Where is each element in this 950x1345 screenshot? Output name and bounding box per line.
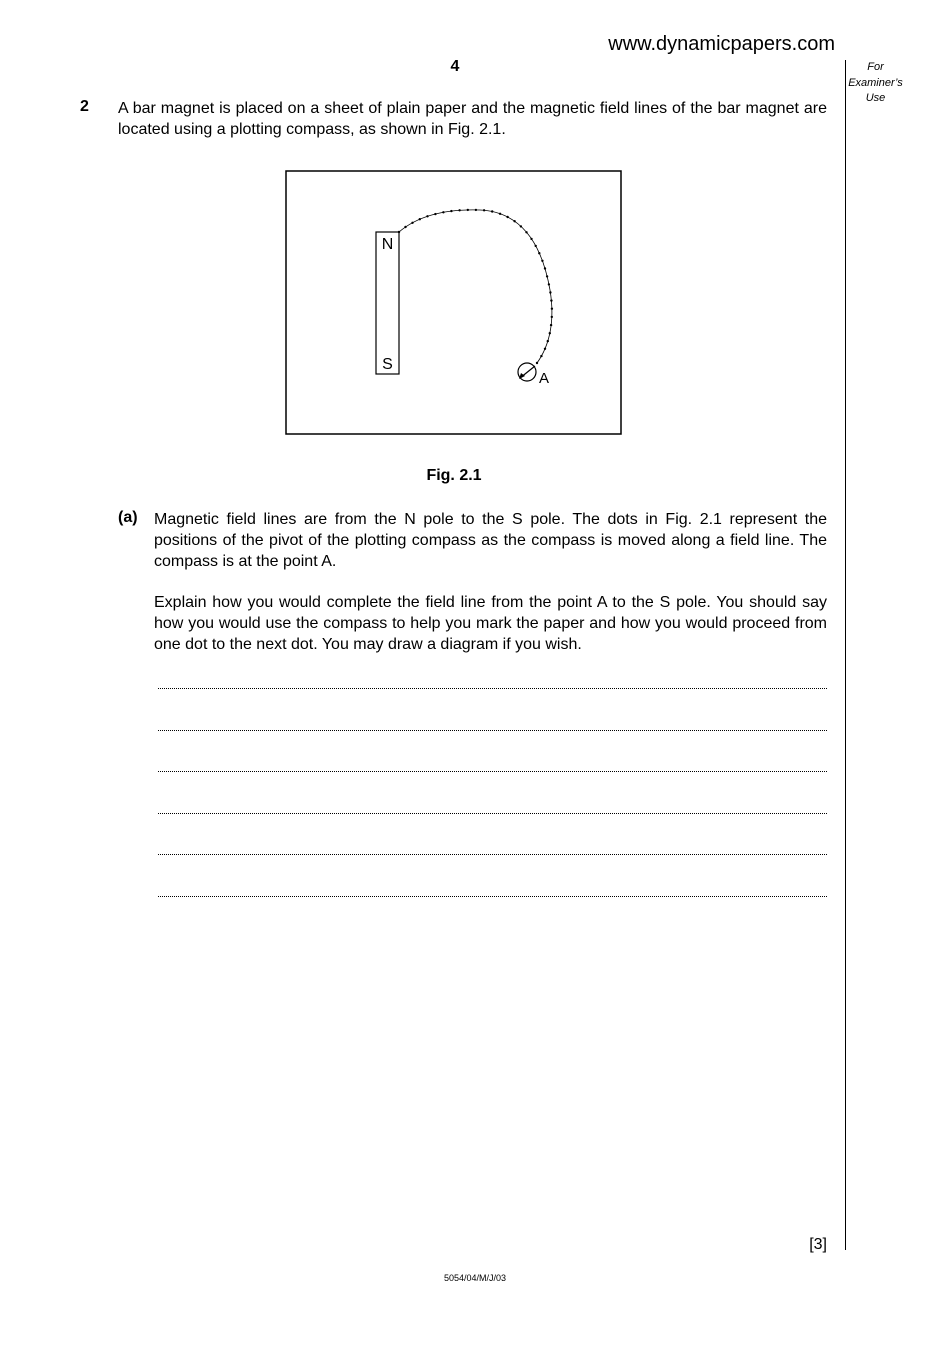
compass-dot <box>551 316 553 318</box>
compass-needle-arrow <box>519 373 525 379</box>
part-a-label: (a) <box>118 509 138 526</box>
page-number: 4 <box>450 58 460 75</box>
answer-line[interactable] <box>158 680 827 689</box>
answer-line[interactable] <box>158 855 827 897</box>
compass-dot <box>475 209 477 211</box>
compass-dot <box>419 218 421 220</box>
part-a-intro: Magnetic field lines are from the N pole to the S pole. The dots in Fig. 2.1 represent the positions of the pivot of the plotting compass as the compass is moved along a field line. The compass is at the point A. <box>154 511 827 570</box>
magnet-north-label: N <box>381 236 394 253</box>
answer-line[interactable] <box>158 731 827 773</box>
answer-area[interactable] <box>158 680 827 897</box>
compass-dot <box>544 348 546 350</box>
compass-dot <box>550 324 552 326</box>
field-line <box>399 210 552 363</box>
compass-dot <box>541 260 543 262</box>
compass-dot <box>548 283 550 285</box>
bar-magnet <box>376 232 399 374</box>
compass-dot <box>540 355 542 357</box>
plotting-compass <box>518 363 536 381</box>
compass-dot <box>506 216 508 218</box>
examiner-label-line-2: Examiner’s <box>848 76 903 89</box>
figure-caption: Fig. 2.1 <box>426 467 482 484</box>
compass-dot <box>546 275 548 277</box>
compass-dot <box>467 209 469 211</box>
figure-2-1 <box>285 170 623 436</box>
question-stem: A bar magnet is placed on a sheet of plain paper and the magnetic field lines of the bar magnet are located using a plotting compass, as shown in Fig. 2.1. <box>118 100 827 138</box>
compass-dot <box>550 299 552 301</box>
figure-border <box>286 171 621 434</box>
answer-line[interactable] <box>158 689 827 731</box>
examiner-label-line-3: Use <box>865 92 886 104</box>
compass-dot <box>491 210 493 212</box>
compass-dot <box>434 213 436 215</box>
point-a-label: A <box>539 370 550 387</box>
compass-dot <box>538 252 540 254</box>
part-a-instruction: Explain how you would complete the field line from the point A to the S pole. You should say how you would use the compass to help you mark the paper and how you would proceed from one dot to the next dot. You may draw a diagram if you wish. <box>154 594 827 653</box>
compass-dot <box>551 308 553 310</box>
examiner-margin-rule <box>845 60 846 1250</box>
answer-line[interactable] <box>158 814 827 856</box>
compass-dot <box>536 362 538 364</box>
compass-dot <box>450 210 452 212</box>
examiner-use-label <box>848 60 903 107</box>
magnet-south-label: S <box>382 356 393 373</box>
website-url: www.dynamicpapers.com <box>608 33 835 55</box>
compass-dot <box>544 267 546 269</box>
answer-line[interactable] <box>158 772 827 814</box>
compass-dot <box>404 226 406 228</box>
question-number: 2 <box>80 98 89 115</box>
compass-dot <box>458 209 460 211</box>
marks-allocation: [3] <box>809 1236 827 1253</box>
compass-dot <box>535 245 537 247</box>
compass-dots <box>398 209 553 365</box>
compass-dot <box>549 332 551 334</box>
compass-dot <box>547 340 549 342</box>
compass-dot <box>442 211 444 213</box>
compass-dot <box>525 231 527 233</box>
compass-dot <box>513 220 515 222</box>
compass-dot <box>426 215 428 217</box>
compass-dot <box>398 231 400 233</box>
compass-dot <box>520 225 522 227</box>
compass-dot <box>530 238 532 240</box>
compass-dot <box>499 213 501 215</box>
compass-dot <box>483 209 485 211</box>
compass-dot <box>549 291 551 293</box>
paper-code: 5054/04/M/J/03 <box>443 1273 507 1283</box>
examiner-label-line-1: For <box>867 61 884 73</box>
compass-dot <box>411 222 413 224</box>
